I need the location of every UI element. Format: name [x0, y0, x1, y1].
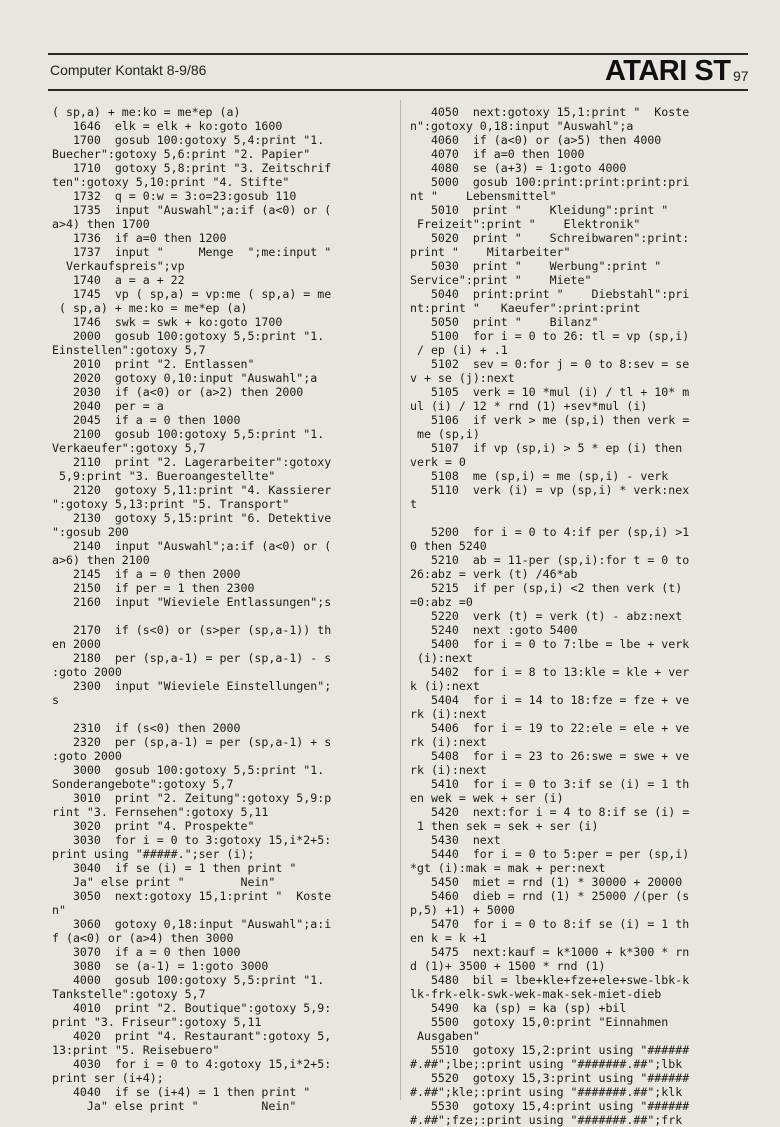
- code-line: 5030 print " Werbung":print ": [410, 259, 662, 273]
- code-line: 1735 input "Auswahl";a:if (a<0) or (: [52, 203, 332, 217]
- code-line: Ja" else print " Nein": [52, 1099, 297, 1113]
- code-line: 5402 for i = 8 to 13:kle = kle + ver: [410, 665, 690, 679]
- code-line: 5440 for i = 0 to 5:per = per (sp,i): [410, 847, 690, 861]
- column-divider: [400, 100, 401, 1100]
- code-line: 2140 input "Auswahl";a:if (a<0) or (: [52, 539, 332, 553]
- code-line: 5000 gosub 100:print:print:print:pri: [410, 175, 690, 189]
- code-line: 5050 print " Bilanz": [410, 315, 599, 329]
- code-line: nt:print " Kaeufer":print:print: [410, 301, 641, 315]
- code-line: 5475 next:kauf = k*1000 + k*300 * rn: [410, 945, 690, 959]
- code-line: rk (i):next: [410, 763, 487, 777]
- listing-column-left: [52, 105, 394, 1113]
- code-line: verk = 0: [410, 455, 466, 469]
- code-line: 3000 gosub 100:gotoxy 5,5:print "1.: [52, 763, 325, 777]
- code-line: 3070 if a = 0 then 1000: [52, 945, 241, 959]
- code-line: 2170 if (s<0) or (s>per (sp,a-1)) th: [52, 623, 332, 637]
- code-line: 2130 gotoxy 5,15:print "6. Detektive: [52, 511, 332, 525]
- header-rule-bottom: [48, 89, 748, 91]
- section-brand: ATARI ST: [605, 55, 731, 87]
- code-line: 4030 for i = 0 to 4:gotoxy 15,i*2+5:: [52, 1057, 332, 1071]
- code-line: [52, 707, 394, 721]
- code-line: 5450 miet = rnd (1) * 30000 + 20000: [410, 875, 683, 889]
- code-line: 1745 vp ( sp,a) = vp:me ( sp,a) = me: [52, 287, 332, 301]
- code-line: s: [52, 693, 59, 707]
- code-line: en k = k +1: [410, 931, 487, 945]
- code-line: Einstellen":gotoxy 5,7: [52, 343, 206, 357]
- code-line: Verkaufspreis";vp: [52, 259, 185, 273]
- code-line: / ep (i) + .1: [410, 343, 508, 357]
- code-line: 2045 if a = 0 then 1000: [52, 413, 241, 427]
- code-line: [410, 511, 752, 525]
- page-header: [0, 0, 780, 92]
- code-line: 5240 next :goto 5400: [410, 623, 578, 637]
- code-line: 5520 gotoxy 15,3:print using "######: [410, 1071, 690, 1085]
- code-line: a>4) then 1700: [52, 217, 150, 231]
- code-line: 3040 if se (i) = 1 then print ": [52, 861, 297, 875]
- code-line: 1732 q = 0:w = 3:o=23:gosub 110: [52, 189, 297, 203]
- code-line: Ja" else print " Nein": [52, 875, 276, 889]
- code-line: Ausgaben": [410, 1029, 480, 1043]
- code-line: 5480 bil = lbe+kle+fze+ele+swe-lbk-k: [410, 973, 690, 987]
- code-line: 5105 verk = 10 *mul (i) / tl + 10* m: [410, 385, 690, 399]
- code-line: n":gotoxy 0,18:input "Auswahl";a: [410, 119, 634, 133]
- code-line: v + se (j):next: [410, 371, 515, 385]
- code-line: 2310 if (s<0) then 2000: [52, 721, 241, 735]
- code-line: 5108 me (sp,i) = me (sp,i) - verk: [410, 469, 669, 483]
- code-line: 5215 if per (sp,i) <2 then verk (t): [410, 581, 683, 595]
- code-line: 3060 gotoxy 0,18:input "Auswahl";a:i: [52, 917, 332, 931]
- code-line: 2020 gotoxy 0,10:input "Auswahl";a: [52, 371, 318, 385]
- code-line: 1646 elk = elk + ko:goto 1600: [52, 119, 283, 133]
- code-line: 2160 input "Wieviele Entlassungen";s: [52, 595, 332, 609]
- code-line: 5220 verk (t) = verk (t) - abz:next: [410, 609, 683, 623]
- code-line: ( sp,a) + me:ko = me*ep (a): [52, 301, 248, 315]
- code-line: 1746 swk = swk + ko:goto 1700: [52, 315, 283, 329]
- code-line: 1710 gotoxy 5,8:print "3. Zeitschrif: [52, 161, 332, 175]
- code-line: Freizeit":print " Elektronik": [410, 217, 641, 231]
- code-line: 5107 if vp (sp,i) > 5 * ep (i) then: [410, 441, 683, 455]
- code-line: 5460 dieb = rnd (1) * 25000 /(per (s: [410, 889, 690, 903]
- code-line: 1736 if a=0 then 1200: [52, 231, 227, 245]
- code-line: 4040 if se (i+4) = 1 then print ": [52, 1085, 311, 1099]
- code-line: 4050 next:gotoxy 15,1:print " Koste: [410, 105, 690, 119]
- listing-column-right: [410, 105, 752, 1127]
- code-line: 5420 next:for i = 4 to 8:if se (i) =: [410, 805, 690, 819]
- code-line: ten":gotoxy 5,10:print "4. Stifte": [52, 175, 290, 189]
- code-line: print ser (i+4);: [52, 1071, 164, 1085]
- code-line: 5106 if verk > me (sp,i) then verk =: [410, 413, 690, 427]
- code-line: 5470 for i = 0 to 8:if se (i) = 1 th: [410, 917, 690, 931]
- code-line: n": [52, 903, 66, 917]
- code-line: d (1)+ 3500 + 1500 * rnd (1): [410, 959, 606, 973]
- code-line: ":gotoxy 5,13:print "5. Transport": [52, 497, 290, 511]
- code-line: [52, 609, 394, 623]
- code-line: 2180 per (sp,a-1) = per (sp,a-1) - s: [52, 651, 332, 665]
- code-line: ( sp,a) + me:ko = me*ep (a): [52, 105, 241, 119]
- code-line: 2300 input "Wieviele Einstellungen";: [52, 679, 332, 693]
- code-line: 5430 next: [410, 833, 501, 847]
- code-line: p,5) +1) + 5000: [410, 903, 515, 917]
- code-line: ":gosub 200: [52, 525, 129, 539]
- code-line: 3010 print "2. Zeitung":gotoxy 5,9:p: [52, 791, 332, 805]
- code-line: en wek = wek + ser (i): [410, 791, 564, 805]
- code-line: :goto 2000: [52, 749, 122, 763]
- code-line: 2320 per (sp,a-1) = per (sp,a-1) + s: [52, 735, 332, 749]
- code-line: 3050 next:gotoxy 15,1:print " Koste: [52, 889, 332, 903]
- code-line: 13:print "5. Reisebuero": [52, 1043, 220, 1057]
- code-line: :goto 2000: [52, 665, 122, 679]
- code-line: (i):next: [410, 651, 473, 665]
- code-line: 5010 print " Kleidung":print ": [410, 203, 669, 217]
- code-line: 0 then 5240: [410, 539, 487, 553]
- code-line: 1 then sek = sek + ser (i): [410, 819, 599, 833]
- code-line: 5100 for i = 0 to 26: tl = vp (sp,i): [410, 329, 690, 343]
- code-line: 3030 for i = 0 to 3:gotoxy 15,i*2+5:: [52, 833, 332, 847]
- code-line: 3080 se (a-1) = 1:goto 3000: [52, 959, 269, 973]
- code-line: 5110 verk (i) = vp (sp,i) * verk:nex: [410, 483, 690, 497]
- code-line: 5400 for i = 0 to 7:lbe = lbe + verk: [410, 637, 690, 651]
- code-line: nt " Lebensmittel": [410, 189, 557, 203]
- code-line: 4010 print "2. Boutique":gotoxy 5,9:: [52, 1001, 332, 1015]
- code-line: rk (i):next: [410, 735, 487, 749]
- code-line: 5490 ka (sp) = ka (sp) +bil: [410, 1001, 627, 1015]
- code-line: 1740 a = a + 22: [52, 273, 185, 287]
- code-line: en 2000: [52, 637, 101, 651]
- code-line: 4020 print "4. Restaurant":gotoxy 5,: [52, 1029, 332, 1043]
- code-line: 5500 gotoxy 15,0:print "Einnahmen: [410, 1015, 669, 1029]
- code-line: print "3. Friseur":gotoxy 5,11: [52, 1015, 262, 1029]
- code-line: 4000 gosub 100:gotoxy 5,5:print "1.: [52, 973, 325, 987]
- code-line: 2000 gosub 100:gotoxy 5,5:print "1.: [52, 329, 325, 343]
- code-line: 4060 if (a<0) or (a>5) then 4000: [410, 133, 662, 147]
- code-line: lk-frk-elk-swk-wek-mak-sek-miet-dieb: [410, 987, 662, 1001]
- code-line: 5406 for i = 19 to 22:ele = ele + ve: [410, 721, 690, 735]
- code-line: 5,9:print "3. Bueroangestellte": [52, 469, 276, 483]
- code-line: print using "#####.";ser (i);: [52, 847, 255, 861]
- code-line: me (sp,i): [410, 427, 480, 441]
- code-line: #.##";kle;:print using "#######.##";klk: [410, 1085, 683, 1099]
- code-line: 5200 for i = 0 to 4:if per (sp,i) >1: [410, 525, 690, 539]
- code-line: 5210 ab = 11-per (sp,i):for t = 0 to: [410, 553, 690, 567]
- code-line: #.##";lbe;:print using "#######.##";lbk: [410, 1057, 683, 1071]
- code-line: Service":print " Miete": [410, 273, 592, 287]
- code-line: 5410 for i = 0 to 3:if se (i) = 1 th: [410, 777, 690, 791]
- code-line: rk (i):next: [410, 707, 487, 721]
- page-number: 97: [733, 68, 749, 84]
- code-line: Tankstelle":gotoxy 5,7: [52, 987, 206, 1001]
- code-line: 1737 input " Menge ";me:input ": [52, 245, 332, 259]
- code-line: 5040 print:print " Diebstahl":pri: [410, 287, 690, 301]
- code-line: 5102 sev = 0:for j = 0 to 8:sev = se: [410, 357, 690, 371]
- code-line: 5530 gotoxy 15,4:print using "######: [410, 1099, 690, 1113]
- code-line: 5404 for i = 14 to 18:fze = fze + ve: [410, 693, 690, 707]
- code-line: t: [410, 497, 417, 511]
- code-line: 5408 for i = 23 to 26:swe = swe + ve: [410, 749, 690, 763]
- code-line: #.##";fze;:print using "#######.##";frk: [410, 1113, 683, 1127]
- code-line: rint "3. Fernsehen":gotoxy 5,11: [52, 805, 269, 819]
- code-line: 2040 per = a: [52, 399, 164, 413]
- code-line: print " Mitarbeiter": [410, 245, 571, 259]
- code-line: 5510 gotoxy 15,2:print using "######: [410, 1043, 690, 1057]
- code-line: 26:abz = verk (t) /46*ab: [410, 567, 578, 581]
- code-line: k (i):next: [410, 679, 480, 693]
- code-line: 2030 if (a<0) or (a>2) then 2000: [52, 385, 304, 399]
- code-line: 2145 if a = 0 then 2000: [52, 567, 241, 581]
- code-line: 4070 if a=0 then 1000: [410, 147, 585, 161]
- code-line: 2110 print "2. Lagerarbeiter":gotoxy: [52, 455, 332, 469]
- code-line: Sonderangebote":gotoxy 5,7: [52, 777, 234, 791]
- code-line: Buecher":gotoxy 5,6:print "2. Papier": [52, 147, 311, 161]
- code-line: 2120 gotoxy 5,11:print "4. Kassierer: [52, 483, 332, 497]
- code-line: f (a<0) or (a>4) then 3000: [52, 931, 234, 945]
- code-line: 5020 print " Schreibwaren":print:: [410, 231, 690, 245]
- code-line: 2100 gosub 100:gotoxy 5,5:print "1.: [52, 427, 325, 441]
- code-line: 2010 print "2. Entlassen": [52, 357, 255, 371]
- code-line: 2150 if per = 1 then 2300: [52, 581, 255, 595]
- magazine-issue: Computer Kontakt 8-9/86: [50, 62, 207, 78]
- code-line: Verkaeufer":gotoxy 5,7: [52, 441, 206, 455]
- code-line: 4080 se (a+3) = 1:goto 4000: [410, 161, 627, 175]
- code-line: 1700 gosub 100:gotoxy 5,4:print "1.: [52, 133, 325, 147]
- code-line: =0:abz =0: [410, 595, 473, 609]
- code-line: a>6) then 2100: [52, 553, 150, 567]
- code-line: *gt (i):mak = mak + per:next: [410, 861, 606, 875]
- code-line: 3020 print "4. Prospekte": [52, 819, 255, 833]
- code-line: ul (i) / 12 * rnd (1) +sev*mul (i): [410, 399, 648, 413]
